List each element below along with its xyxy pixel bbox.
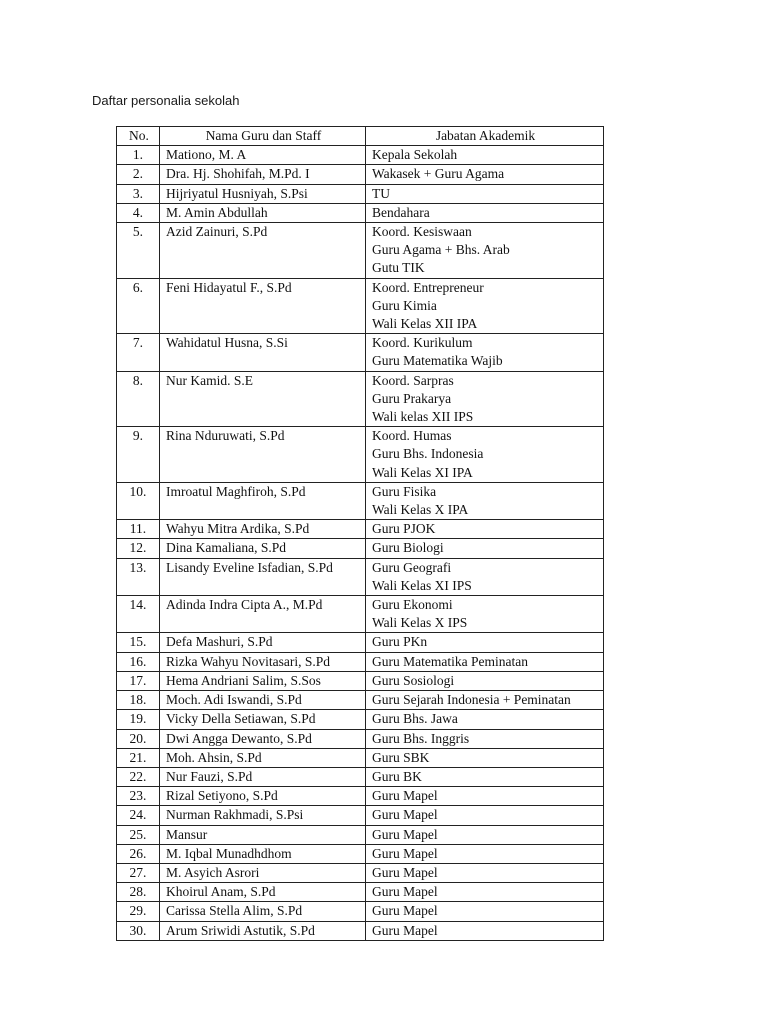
staff-name: Nur Kamid. S.E (159, 371, 365, 427)
header-no: No. (117, 127, 160, 146)
position-line: Guru Matematika Peminatan (371, 653, 528, 669)
row-number: 17. (117, 671, 160, 690)
staff-name: Carissa Stella Alim, S.Pd (159, 902, 365, 921)
row-number: 14. (117, 596, 160, 633)
position-line: Guru PKn (371, 634, 428, 650)
position-line: Guru Mapel (371, 826, 438, 842)
row-number: 22. (117, 767, 160, 786)
staff-name: Wahidatul Husna, S.Si (159, 334, 365, 371)
academic-position (365, 334, 603, 371)
staff-name: Dra. Hj. Shohifah, M.Pd. I (159, 165, 365, 184)
staff-name: Vicky Della Setiawan, S.Pd (159, 710, 365, 729)
row-number: 16. (117, 652, 160, 671)
staff-name: Feni Hidayatul F., S.Pd (159, 278, 365, 334)
row-number: 4. (117, 203, 160, 222)
academic-position (365, 203, 603, 222)
staff-name: Moh. Ahsin, S.Pd (159, 748, 365, 767)
position-line: Gutu TIK (371, 260, 425, 276)
position-line: Guru Fisika (371, 483, 437, 499)
position-line: Wali Kelas XII IPA (371, 316, 478, 332)
table-row (117, 596, 604, 633)
academic-position (365, 652, 603, 671)
personnel-table (116, 126, 604, 941)
table-row (117, 203, 604, 222)
academic-position (365, 863, 603, 882)
position-line: Guru Biologi (371, 540, 444, 556)
staff-name: Lisandy Eveline Isfadian, S.Pd (159, 558, 365, 595)
position-line: Koord. Sarpras (371, 372, 454, 388)
row-number: 3. (117, 184, 160, 203)
staff-name: Azid Zainuri, S.Pd (159, 223, 365, 279)
table-row (117, 671, 604, 690)
academic-position (365, 787, 603, 806)
row-number: 11. (117, 520, 160, 539)
staff-name: Moch. Adi Iswandi, S.Pd (159, 691, 365, 710)
position-line: Guru SBK (371, 749, 430, 765)
table-row (117, 165, 604, 184)
row-number: 2. (117, 165, 160, 184)
row-number: 12. (117, 539, 160, 558)
staff-name: Nurman Rakhmadi, S.Psi (159, 806, 365, 825)
staff-name: Rina Nduruwati, S.Pd (159, 427, 365, 483)
table-row (117, 691, 604, 710)
row-number: 9. (117, 427, 160, 483)
position-line: Koord. Kurikulum (371, 335, 473, 351)
position-line: Guru Sejarah Indonesia + Peminatan (371, 692, 571, 708)
row-number: 26. (117, 844, 160, 863)
academic-position (365, 671, 603, 690)
academic-position (365, 748, 603, 767)
position-line: Bendahara (371, 204, 430, 220)
academic-position (365, 710, 603, 729)
position-line: Guru Bhs. Jawa (371, 711, 458, 727)
academic-position (365, 146, 603, 165)
academic-position (365, 691, 603, 710)
staff-name: Adinda Indra Cipta A., M.Pd (159, 596, 365, 633)
academic-position (365, 844, 603, 863)
academic-position (365, 371, 603, 427)
academic-position (365, 482, 603, 519)
academic-position (365, 520, 603, 539)
row-number: 18. (117, 691, 160, 710)
staff-name: Rizal Setiyono, S.Pd (159, 787, 365, 806)
position-line: Wali Kelas X IPA (371, 502, 469, 518)
row-number: 1. (117, 146, 160, 165)
position-line: Guru Bhs. Indonesia (371, 446, 484, 462)
table-row (117, 729, 604, 748)
table-row (117, 883, 604, 902)
academic-position (365, 806, 603, 825)
row-number: 8. (117, 371, 160, 427)
header-name: Nama Guru dan Staff (159, 127, 365, 146)
row-number: 19. (117, 710, 160, 729)
staff-name: Imroatul Maghfiroh, S.Pd (159, 482, 365, 519)
staff-name: Khoirul Anam, S.Pd (159, 883, 365, 902)
position-line: Koord. Kesiswaan (371, 224, 472, 240)
staff-name: Mationo, M. A (159, 146, 365, 165)
staff-name: Wahyu Mitra Ardika, S.Pd (159, 520, 365, 539)
table-row (117, 223, 604, 279)
staff-name: M. Iqbal Munadhdhom (159, 844, 365, 863)
academic-position (365, 921, 603, 940)
position-line: Guru Kimia (371, 297, 437, 313)
position-line: Guru Sosiologi (371, 672, 455, 688)
row-number: 30. (117, 921, 160, 940)
position-line: Guru Mapel (371, 903, 438, 919)
academic-position (365, 539, 603, 558)
academic-position (365, 902, 603, 921)
header-role: Jabatan Akademik (365, 127, 603, 146)
table-row (117, 787, 604, 806)
position-line: Guru Agama + Bhs. Arab (371, 242, 510, 258)
position-line: Koord. Entrepreneur (371, 279, 484, 295)
table-row (117, 652, 604, 671)
staff-name: Hijriyatul Husniyah, S.Psi (159, 184, 365, 203)
position-line: Wali Kelas XI IPA (371, 464, 473, 480)
position-line: TU (371, 185, 390, 201)
document-title: Daftar personalia sekolah (92, 93, 240, 108)
academic-position (365, 184, 603, 203)
table-body (117, 146, 604, 941)
position-line: Guru Mapel (371, 807, 438, 823)
academic-position (365, 165, 603, 184)
position-line: Guru Geografi (371, 559, 452, 575)
table-row (117, 633, 604, 652)
table-row (117, 825, 604, 844)
table-row (117, 921, 604, 940)
position-line: Guru PJOK (371, 521, 436, 537)
academic-position (365, 278, 603, 334)
academic-position (365, 883, 603, 902)
row-number: 15. (117, 633, 160, 652)
position-line: Guru Mapel (371, 845, 438, 861)
table-row (117, 520, 604, 539)
position-line: Guru BK (371, 768, 422, 784)
table-row (117, 539, 604, 558)
position-line: Koord. Humas (371, 428, 452, 444)
position-line: Guru Prakarya (371, 390, 452, 406)
position-line: Wali kelas XII IPS (371, 409, 474, 425)
position-line: Guru Mapel (371, 864, 438, 880)
row-number: 25. (117, 825, 160, 844)
academic-position (365, 223, 603, 279)
academic-position (365, 767, 603, 786)
position-line: Guru Bhs. Inggris (371, 730, 470, 746)
table-row (117, 278, 604, 334)
position-line: Guru Mapel (371, 788, 438, 804)
position-line: Guru Mapel (371, 884, 438, 900)
position-line: Kepala Sekolah (371, 147, 458, 163)
position-line: Guru Matematika Wajib (371, 353, 503, 369)
staff-name: Mansur (159, 825, 365, 844)
row-number: 28. (117, 883, 160, 902)
row-number: 24. (117, 806, 160, 825)
staff-name: M. Asyich Asrori (159, 863, 365, 882)
table-row (117, 844, 604, 863)
staff-name: Defa Mashuri, S.Pd (159, 633, 365, 652)
table-row (117, 371, 604, 427)
staff-name: Nur Fauzi, S.Pd (159, 767, 365, 786)
academic-position (365, 427, 603, 483)
row-number: 5. (117, 223, 160, 279)
row-number: 29. (117, 902, 160, 921)
table-row (117, 334, 604, 371)
table-row (117, 184, 604, 203)
position-line: Wali Kelas X IPS (371, 615, 468, 631)
table-row (117, 482, 604, 519)
staff-name: Dina Kamaliana, S.Pd (159, 539, 365, 558)
academic-position (365, 729, 603, 748)
row-number: 21. (117, 748, 160, 767)
row-number: 27. (117, 863, 160, 882)
table-row (117, 710, 604, 729)
table-row (117, 748, 604, 767)
position-line: Wakasek + Guru Agama (371, 166, 505, 182)
row-number: 13. (117, 558, 160, 595)
academic-position (365, 596, 603, 633)
academic-position (365, 825, 603, 844)
row-number: 7. (117, 334, 160, 371)
position-line: Guru Ekonomi (371, 597, 453, 613)
row-number: 20. (117, 729, 160, 748)
staff-name: M. Amin Abdullah (159, 203, 365, 222)
position-line: Wali Kelas XI IPS (371, 577, 472, 593)
row-number: 10. (117, 482, 160, 519)
academic-position (365, 633, 603, 652)
staff-name: Arum Sriwidi Astutik, S.Pd (159, 921, 365, 940)
staff-name: Dwi Angga Dewanto, S.Pd (159, 729, 365, 748)
table-row (117, 902, 604, 921)
table-row (117, 558, 604, 595)
staff-name: Rizka Wahyu Novitasari, S.Pd (159, 652, 365, 671)
table-row (117, 427, 604, 483)
table-row (117, 863, 604, 882)
academic-position (365, 558, 603, 595)
staff-name: Hema Andriani Salim, S.Sos (159, 671, 365, 690)
row-number: 23. (117, 787, 160, 806)
table-header-row (117, 127, 604, 146)
table-row (117, 806, 604, 825)
position-line: Guru Mapel (371, 922, 438, 938)
table-row (117, 146, 604, 165)
row-number: 6. (117, 278, 160, 334)
table-row (117, 767, 604, 786)
